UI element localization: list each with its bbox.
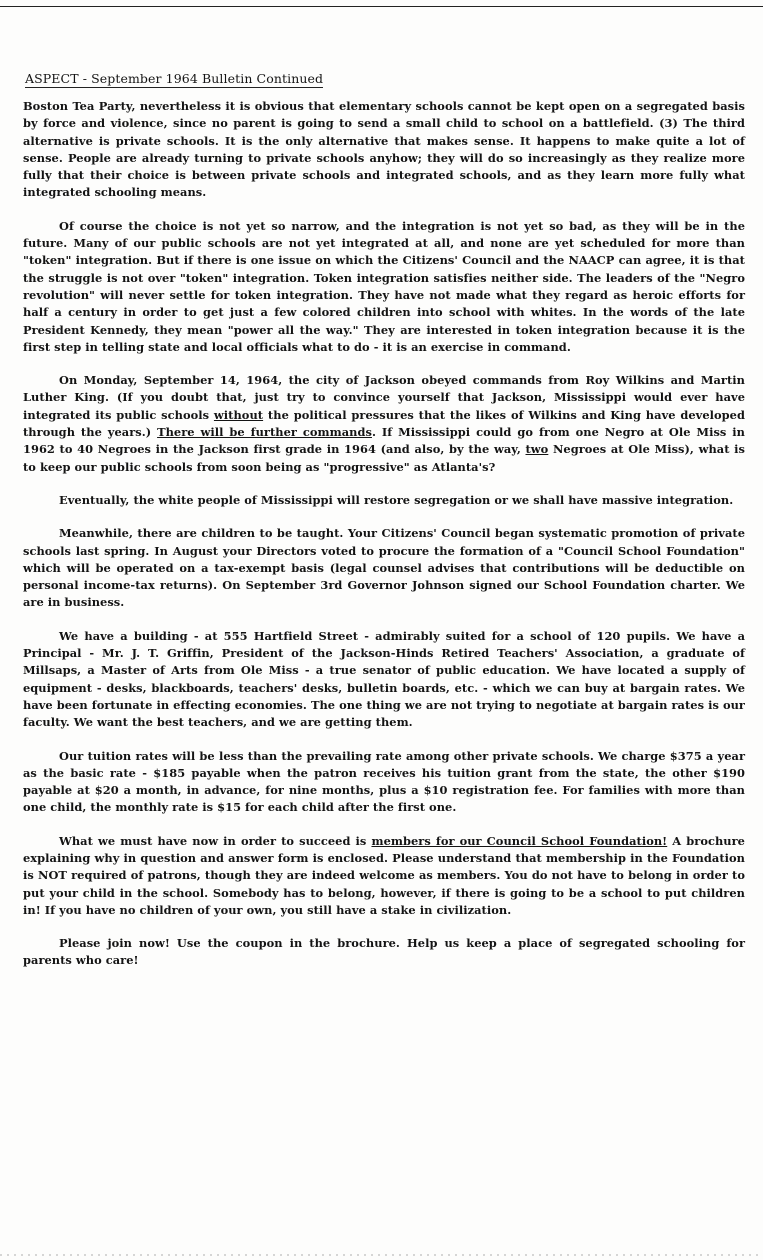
top-rule	[0, 6, 763, 7]
paragraph-5	[23, 525, 745, 611]
paragraph-3-text-b: the political pressures that the likes of Wilkins and King have developed through the years.)	[23, 407, 745, 440]
paragraph-6-text: We have a building - at 555 Hartfield Street - admirably suited for a school of 120 pupils. We have a Principal - Mr. J. T. Griffin, President of the Jackson-Hinds Retired Teachers' Association, a graduate of Millsaps, a Master of Arts from Ole Miss - a true senator of public education. We have located a supply of equipment - desks, blackboards, teachers' desks, bulletin boards, etc. - which we can buy at bargain rates. We have been fortunate in effecting economies. The one thing we are not trying to negotiate at bargain rates is our faculty. We want the best teachers, and we are getting them.	[23, 628, 745, 730]
bottom-scan-edge	[0, 1254, 763, 1256]
underlined-members-foundation: members for our Council School Foundation!	[371, 833, 668, 848]
paragraph-8-text-b: A brochure explaining why in question and answer form is enclosed. Please understand that membership in the Foundation is NOT required of patrons, though they are indeed welcome as members. You do not have to belong in order to put your child in the school. Somebody has to belong, however, if there is going to be a school to put children in! If you have no children of your own, you still have a stake in civilization.	[23, 833, 745, 917]
paragraph-3-text-a: On Monday, September 14, 1964, the city of Jackson obeyed commands from Roy Wilkins and Martin Luther King. (If you doubt that, just try to convince yourself that Jackson, Mississippi would ever have integrated its public schools	[23, 373, 745, 422]
underlined-two: two	[525, 442, 549, 457]
paragraph-3-text-c: . If Mississippi could go from one Negro at Ole Miss in 1962 to 40 Negroes in the Jackson first grade in 1964 (and also, by the way,	[23, 425, 746, 457]
paragraph-7	[23, 748, 745, 817]
paragraph-5-text: Meanwhile, there are children to be taught. Your Citizens' Council began systematic promotion of private schools last spring. In August your Directors voted to procure the formation of a "Council School Foundation" which will be operated on a tax-exempt basis (legal counsel advises that contributions will be deductible on personal income-tax returns). On September 3rd Governor Johnson signed our School Foundation charter. We are in business.	[23, 526, 745, 610]
paragraph-3	[23, 372, 745, 476]
paragraph-8	[23, 833, 745, 919]
paragraph-1-text: Boston Tea Party, nevertheless it is obvious that elementary schools cannot be kept open on a segregated basis by force and violence, since no parent is going to send a small child to school on a battlefield. (3) The third alternative is private schools. It is the only alternative that makes sense. It happens to make quite a lot of sense. People are already turning to private schools anyhow; they will do so increasingly as they realize more fully that their choice is between private schools and integrated schools, and as they learn more fully what integrated schooling means.	[23, 99, 745, 200]
paragraph-1	[23, 98, 745, 202]
paragraph-3-text-d: Negroes at Ole Miss), what is to keep our public schools from soon being as "progressive" as Atlanta's?	[23, 442, 746, 474]
paragraph-4-text: Eventually, the white people of Mississippi will restore segregation or we shall have massive integration.	[59, 492, 734, 507]
paragraph-7-text: Our tuition rates will be less than the prevailing rate among other private schools. We charge $375 a year as the basic rate - $185 payable when the patron receives his tuition grant from the state, the other $190 payable at $20 a month, in advance, for nine months, plus a $10 registration fee. For families with more than one child, the monthly rate is $15 for each child after the first one.	[23, 748, 745, 815]
paragraph-9	[23, 935, 745, 970]
paragraph-6	[23, 628, 745, 732]
paragraph-9-text: Please join now! Use the coupon in the brochure. Help us keep a place of segregated schooling for parents who care!	[23, 936, 745, 968]
page-heading: ASPECT - September 1964 Bulletin Continued	[25, 71, 324, 86]
underlined-without: without	[213, 407, 264, 422]
paragraph-2-text: Of course the choice is not yet so narrow, and the integration is not yet so bad, as they will be in the future. Many of our public schools are not yet integrated at all, and none are yet scheduled for more than "token" integration. But if there is one issue on which the Citizens' Council and the NAACP can agree, it is that the struggle is not over "token" integration. Token integration satisfies neither side. The leaders of the "Negro revolution" will never settle for token integration. They have not made what they regard as heroic efforts for half a century in order to get just a few colored children into school with whites. In the words of the late President Kennedy, they mean "power all the way." They are interested in token integration because it is the first step in telling state and local officials what to do - it is an exercise in command.	[23, 218, 745, 354]
bulletin-body	[23, 68, 745, 986]
paragraph-8-text-a: What we must have now in order to succeed is	[59, 833, 372, 848]
paragraph-2	[23, 218, 745, 356]
underlined-further-commands: There will be further commands	[157, 425, 372, 440]
paragraph-4	[23, 492, 745, 509]
